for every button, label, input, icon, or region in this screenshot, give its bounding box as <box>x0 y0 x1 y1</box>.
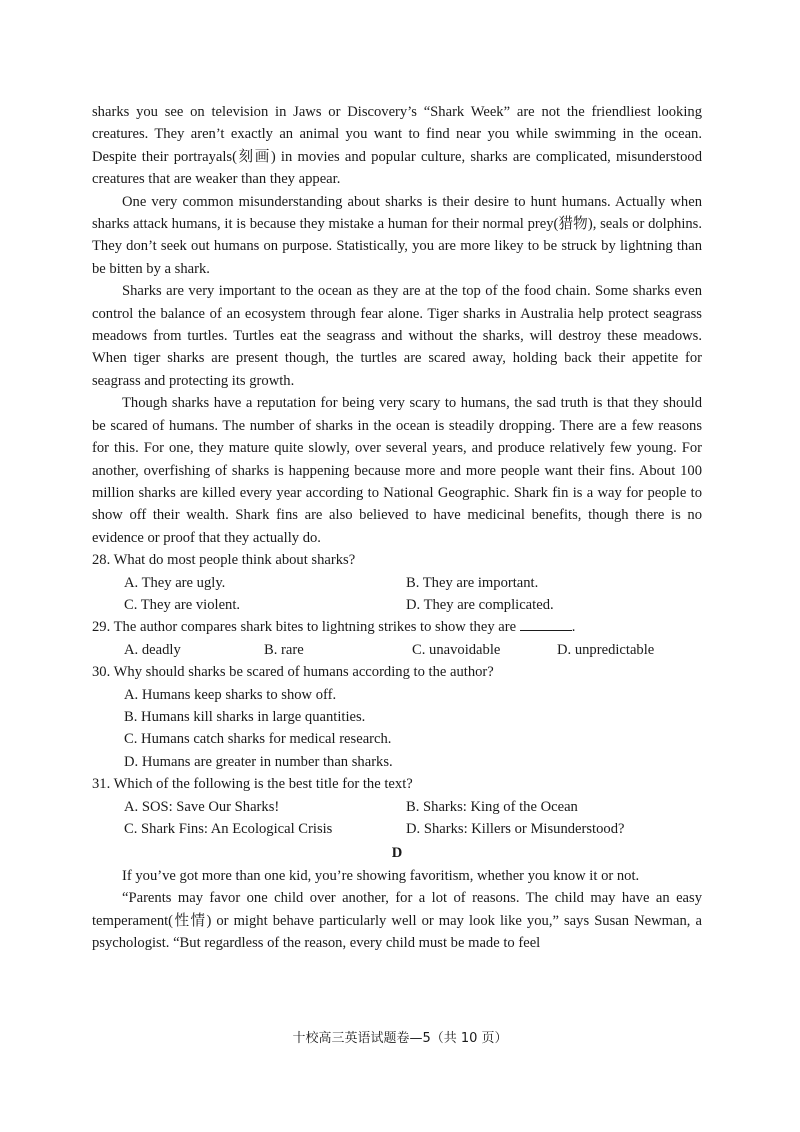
question-31-option-d: D. Sharks: Killers or Misunderstood? <box>406 821 625 837</box>
exam-page <box>92 101 702 954</box>
question-31-option-c: C. Shark Fins: An Ecological Crisis <box>124 821 333 837</box>
passage-c-paragraph-1: sharks you see on television in Jaws or Discovery’s “Shark Week” are not the friendliest looking creatures. They aren’t exactly an animal you want to find near you while swimming in the ocean. Despite their portrayals(刻画) in movies and popular culture, sharks are complicated, misunderstood creatures that are weaker than they appear. <box>92 104 702 188</box>
question-28-option-d: D. They are complicated. <box>406 596 554 613</box>
question-28 <box>92 549 702 616</box>
passage-c-paragraph-3: Sharks are very important to the ocean as they are at the top of the food chain. Some sharks even control the balance of an ecosystem through fear alone. Tiger sharks in Australia help protect seagrass meadows from turtles. Turtles eat the seagrass and without the sharks, will destroy these meadows. When tiger sharks are present though, the turtles are scared away, holding back their appetite for seagrass and protecting its growth. <box>92 283 702 389</box>
section-d-title: D <box>391 845 403 862</box>
passage-d-paragraph-2: “Parents may favor one child over another, for a lot of reasons. The child may have an easy temperament(性情) or might behave particularly well or may look like you,” says Susan Newman, a psychologist. “But regardless of the reason, every child must be made to feel <box>92 890 702 952</box>
question-30-option-a: A. Humans keep sharks to show off. <box>124 686 337 703</box>
question-28-option-c: C. They are violent. <box>124 596 241 613</box>
question-29 <box>92 616 702 661</box>
passage-d-paragraph-1: If you’ve got more than one kid, you’re showing favoritism, whether you know it or not. <box>122 867 640 884</box>
question-29-option-b: B. rare <box>264 641 304 658</box>
question-29-stem-line: 29. The author compares shark bites to lightning strikes to show they are . <box>92 619 576 636</box>
question-30-option-c: C. Humans catch sharks for medical research. <box>124 731 392 748</box>
question-31 <box>92 773 702 840</box>
passage-c-paragraph-4: Though sharks have a reputation for being very scary to humans, the sad truth is that they should be scared of humans. The number of sharks in the ocean is steadily dropping. There are a few reasons for this. For one, they mature quite slowly, over several years, and produce relatively few young. For another, overfishing of sharks is happening because more and more people want their fins. About 100 million sharks are killed every year according to National Geographic. Shark fin is a way for people to show off their wealth. Shark fins are also believed to have medicinal benefits, though there is no evidence or proof that they actually do. <box>92 395 702 546</box>
question-30-option-d: D. Humans are greater in number than sharks. <box>124 753 393 770</box>
question-28-option-b: B. They are important. <box>406 574 539 591</box>
question-29-option-c: C. unavoidable <box>412 641 501 658</box>
question-29-stem: 29. The author compares shark bites to lightning strikes to show they are <box>92 619 517 636</box>
question-31-stem: 31. Which of the following is the best title for the text? <box>92 776 413 793</box>
answer-blank <box>520 618 572 631</box>
question-30 <box>92 661 702 773</box>
question-31-option-a: A. SOS: Save Our Sharks! <box>124 798 280 815</box>
question-28-option-a: A. They are ugly. <box>124 574 226 591</box>
page-footer: 十校高三英语试题卷—5（共 10 页） <box>292 1031 508 1046</box>
question-29-option-d: D. unpredictable <box>557 641 655 658</box>
question-29-option-a: A. deadly <box>124 641 181 658</box>
question-28-stem: 28. What do most people think about sharks? <box>92 552 356 569</box>
question-30-stem: 30. Why should sharks be scared of humans according to the author? <box>92 664 494 681</box>
question-30-option-b: B. Humans kill sharks in large quantities. <box>124 708 366 725</box>
passage-c-paragraph-2: One very common misunderstanding about sharks is their desire to hunt humans. Actually when sharks attack humans, it is because they mistake a human for their normal prey(猎物), seals or dolphins. They don’t seek out humans on purpose. Statistically, you are more likey to be struck by lightning than be bitten by a shark. <box>92 193 702 277</box>
question-31-option-b: B. Sharks: King of the Ocean <box>406 798 578 815</box>
